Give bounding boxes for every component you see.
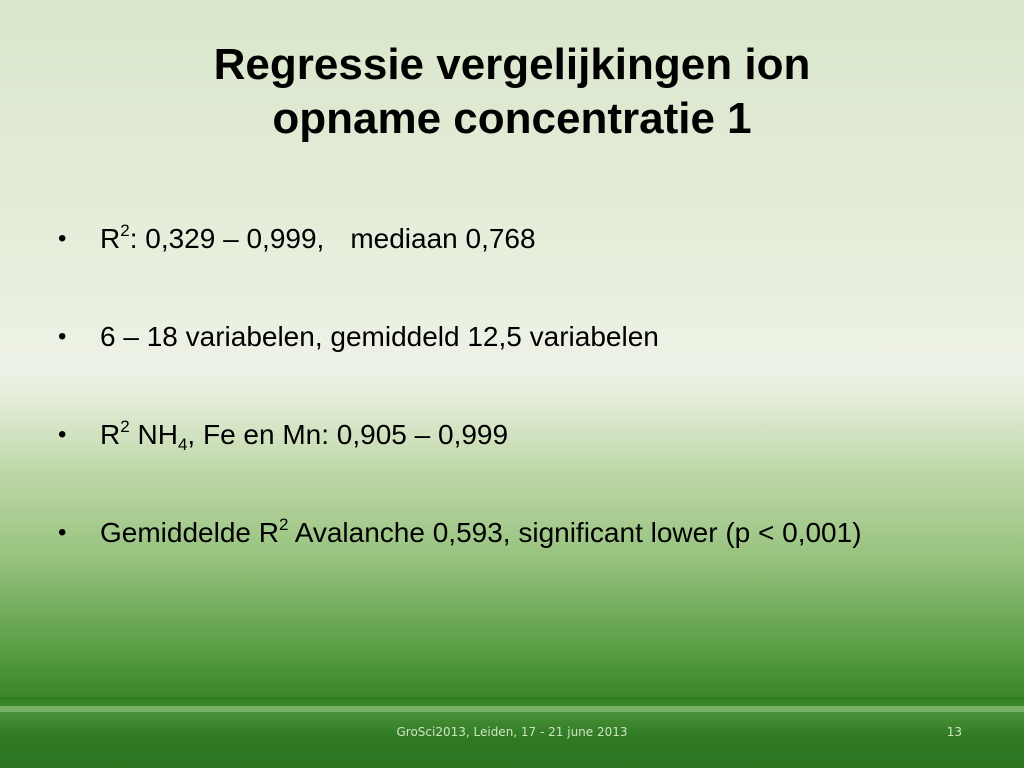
slide-title-line-1: Regressie vergelijkingen ion (213, 40, 811, 89)
median-text: mediaan 0,768 (350, 223, 536, 254)
bullet-dot-icon: • (58, 421, 67, 448)
bullet-dot-icon: • (58, 519, 67, 546)
nh4-range-text: , Fe en Mn: 0,905 – 0,999 (187, 419, 509, 450)
superscript-2: 2 (120, 221, 130, 240)
bullet-dot-icon: • (58, 225, 67, 252)
bullet-nh4-fe-mn (58, 416, 958, 454)
nh-text: NH (129, 419, 178, 450)
subscript-4: 4 (177, 435, 188, 454)
page-number: 13 (946, 725, 962, 739)
avalanche-text: Avalanche 0,593, significant lower (p < 0,001) (288, 517, 862, 548)
footer-divider (0, 706, 1024, 712)
bullet-variables (58, 318, 958, 356)
slide-title (60, 38, 964, 146)
superscript-2: 2 (120, 417, 130, 436)
bullet-r2-range (58, 220, 958, 258)
variables-text: 6 – 18 variabelen, gemiddeld 12,5 variabelen (100, 321, 659, 352)
bullet-avalanche (58, 514, 958, 552)
superscript-2: 2 (278, 515, 289, 534)
bullet-list (58, 220, 958, 612)
r-symbol: R (100, 223, 121, 254)
bullet-dot-icon: • (58, 323, 67, 350)
avalanche-prefix: Gemiddelde R (100, 517, 279, 548)
slide-title-line-2: opname concentratie 1 (272, 94, 752, 143)
r-symbol: R (100, 419, 121, 450)
footer-text: GroSci2013, Leiden, 17 - 21 june 2013 (396, 725, 628, 739)
r2-range-text: : 0,329 – 0,999, (129, 223, 325, 254)
